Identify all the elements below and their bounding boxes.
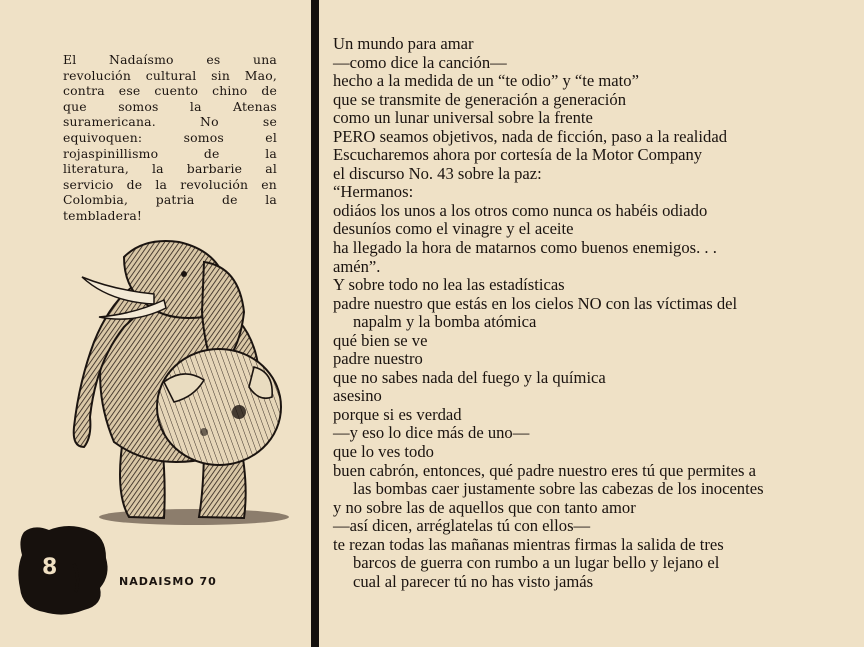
intro-line: literatura, la barbarie al bbox=[63, 161, 277, 177]
poem-line: buen cabrón, entonces, qué padre nuestro eres tú que permites a bbox=[333, 460, 756, 480]
poem-line: ha llegado la hora de matarnos como buenos enemigos. . . bbox=[333, 238, 717, 258]
intro-line: El Nadaísmo es una bbox=[63, 52, 277, 67]
intro-line: revolución cultural sin Mao, bbox=[63, 67, 277, 83]
poem-line: napalm y la bomba atómica bbox=[353, 312, 537, 332]
intro-line: Colombia, patria de la bbox=[63, 192, 277, 208]
page-number: 8 bbox=[42, 555, 58, 580]
nadaismo-elephant-logo bbox=[14, 520, 116, 620]
poem-line: —como dice la canción— bbox=[333, 52, 507, 72]
intro-line: equivoquen: somos el bbox=[63, 129, 277, 145]
poem-line: que se transmite de generación a generación bbox=[333, 89, 627, 109]
intro-paragraph bbox=[63, 52, 277, 224]
poem-line: desuníos como el vinagre y el aceite bbox=[333, 219, 574, 239]
intro-line: rojaspinillismo de la bbox=[63, 145, 277, 161]
poem-line: “Hermanos: bbox=[333, 182, 414, 202]
poem-line: —así dicen, arréglatelas tú con ellos— bbox=[333, 516, 591, 536]
poem-text bbox=[333, 35, 853, 591]
poem-line: las bombas caer justamente sobre las cabezas de los inocentes bbox=[353, 479, 764, 499]
poem-line: asesino bbox=[333, 386, 382, 406]
intro-line: tembladera! bbox=[63, 207, 143, 223]
intro-line: servicio de la revolución en bbox=[63, 176, 277, 192]
poem-line: el discurso No. 43 sobre la paz: bbox=[333, 163, 542, 183]
poem-line: y no sobre las de aquellos que con tanto amor bbox=[333, 497, 636, 517]
poem-line: Un mundo para amar bbox=[333, 34, 474, 53]
poem-line: PERO seamos objetivos, nada de ficción, paso a la realidad bbox=[333, 126, 727, 146]
poem-line: cual al parecer tú no has visto jamás bbox=[353, 571, 594, 591]
book-spine bbox=[311, 0, 319, 647]
poem-line: porque si es verdad bbox=[333, 404, 462, 424]
poem-line: barcos de guerra con rumbo a un lugar bello y lejano el bbox=[353, 553, 720, 573]
poem-line: Y sobre todo no lea las estadísticas bbox=[333, 275, 565, 295]
poem-line: padre nuestro bbox=[333, 349, 423, 369]
poem-line: padre nuestro que estás en los cielos NO con las víctimas del bbox=[333, 293, 738, 313]
poem-line: hecho a la medida de un “te odio” y “te mato” bbox=[333, 71, 639, 91]
poem-line: —y eso lo dice más de uno— bbox=[333, 423, 530, 443]
poem-line: amén”. bbox=[333, 256, 381, 276]
poem-line: que lo ves todo bbox=[333, 442, 434, 462]
poem-line: te rezan todas las mañanas mientras firmas la salida de tres bbox=[333, 534, 724, 554]
intro-line: que somos la Atenas bbox=[63, 98, 277, 114]
elephant-illustration bbox=[54, 232, 302, 532]
intro-line: contra ese cuento chino de bbox=[63, 83, 277, 99]
poem-line: odiáos los unos a los otros como nunca os habéis odiado bbox=[333, 200, 708, 220]
footer-title: NADAISMO 70 bbox=[119, 575, 217, 588]
poem-line: Escucharemos ahora por cortesía de la Motor Company bbox=[333, 145, 703, 165]
poem-line: que no sabes nada del fuego y la química bbox=[333, 367, 606, 387]
poem-line: qué bien se ve bbox=[333, 330, 428, 350]
poem-line: como un lunar universal sobre la frente bbox=[333, 108, 593, 128]
intro-line: suramericana. No se bbox=[63, 114, 277, 130]
